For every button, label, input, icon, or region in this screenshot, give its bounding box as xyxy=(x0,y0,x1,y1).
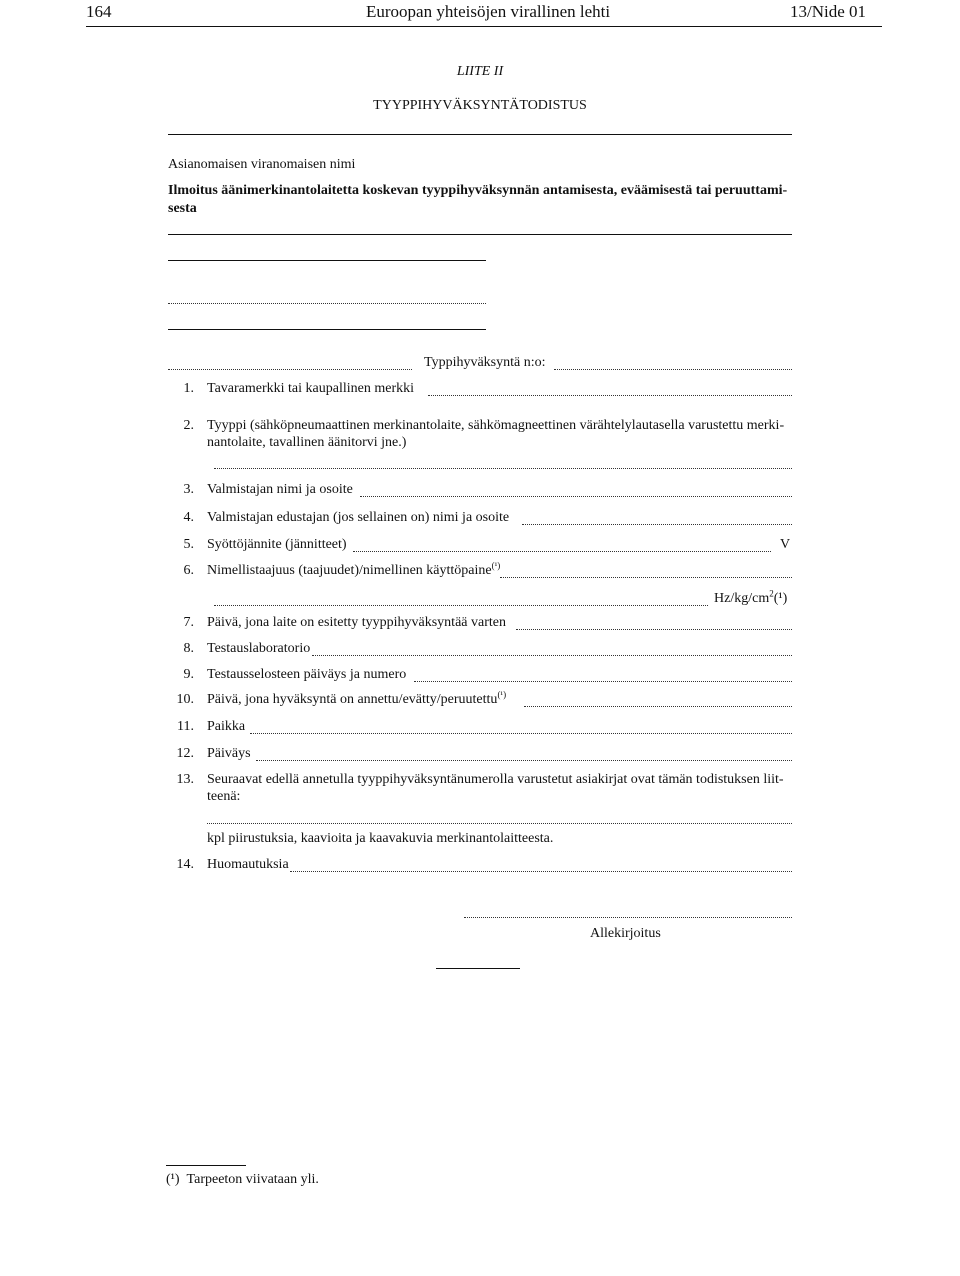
item-6-label xyxy=(207,560,501,579)
item-3-number: 3. xyxy=(183,482,194,497)
page-number: 164 xyxy=(86,2,112,21)
item-13-label-line-2: teenä: xyxy=(207,789,241,804)
annex-label: LIITE II xyxy=(456,64,504,79)
item-7-label: Päivä, jona laite on esitetty tyyppihyväksyntää varten xyxy=(207,615,506,630)
item-6-unit-prefix: Hz/kg/cm xyxy=(714,591,770,606)
item-10-label-text: Päivä, jona hyväksyntä on annettu/evätty/peruutettu xyxy=(207,692,498,707)
footnote-text: Tarpeeton viivataan yli. xyxy=(186,1172,319,1187)
item-5-unit: V xyxy=(780,537,791,552)
journal-title: Euroopan yhteisöjen virallinen lehti xyxy=(366,2,611,21)
item-4-number: 4. xyxy=(183,510,194,525)
item-13-field[interactable] xyxy=(207,823,792,824)
item-13-number: 13. xyxy=(176,772,194,787)
item-10-footnote-ref: (¹) xyxy=(497,689,507,700)
header-rule xyxy=(86,26,882,27)
item-3-field[interactable] xyxy=(360,496,792,497)
blank-rule-2 xyxy=(168,260,486,261)
item-11-label: Paikka xyxy=(207,719,246,734)
item-12-field[interactable] xyxy=(256,760,792,761)
item-12-label: Päiväys xyxy=(207,746,251,761)
signature-field[interactable] xyxy=(464,917,792,918)
item-10-number: 10. xyxy=(176,692,194,707)
item-4-label: Valmistajan edustajan (jos sellainen on) nimi ja osoite xyxy=(207,510,510,525)
approval-dots-right xyxy=(554,369,792,370)
item-8-label: Testauslaboratorio xyxy=(207,641,311,656)
document-title: TYYPPIHYVÄKSYNTÄTODISTUS xyxy=(373,98,587,113)
item-5-label: Syöttöjännite (jännitteet) xyxy=(207,537,347,552)
item-10-label xyxy=(207,689,507,708)
blank-rule-1 xyxy=(168,234,792,235)
item-14-field[interactable] xyxy=(290,871,792,872)
item-9-label: Testausselosteen päiväys ja numero xyxy=(207,667,407,682)
notice-line-1: Ilmoitus äänimerkinantolaitetta koskevan tyyppihyväksynnän antamisesta, eväämisestä tai peruuttami- xyxy=(168,183,788,198)
item-7-number: 7. xyxy=(183,615,194,630)
item-5-field[interactable] xyxy=(353,551,771,552)
item-13-label-line-1: Seuraavat edellä annetulla tyyppihyväksyntänumerolla varustetut asiakirjat ovat tämän todistuksen liit- xyxy=(207,772,784,787)
item-1-number: 1. xyxy=(183,381,194,396)
item-13-label-line-3: kpl piirustuksia, kaavioita ja kaavakuvia merkinantolaitteesta. xyxy=(207,831,554,846)
item-9-number: 9. xyxy=(183,667,194,682)
item-6-field-2[interactable] xyxy=(214,605,708,606)
approval-number-label: Typpihyväksyntä n:o: xyxy=(424,355,546,370)
item-7-field[interactable] xyxy=(516,629,792,630)
item-4-field[interactable] xyxy=(522,524,792,525)
item-9-field[interactable] xyxy=(414,681,792,682)
item-14-number: 14. xyxy=(176,857,194,872)
end-rule xyxy=(436,968,520,969)
item-6-field-1[interactable] xyxy=(500,577,792,578)
blank-rule-3 xyxy=(168,329,486,330)
authority-label: Asianomaisen viranomaisen nimi xyxy=(168,157,356,172)
item-5-number: 5. xyxy=(183,537,194,552)
item-6-footnote-ref: (¹) xyxy=(491,560,501,571)
dotted-line-1 xyxy=(168,303,486,304)
signature-label: Allekirjoitus xyxy=(590,926,661,941)
item-11-number: 11. xyxy=(177,719,194,734)
title-rule xyxy=(168,134,792,135)
item-1-field[interactable] xyxy=(428,395,792,396)
item-14-label: Huomautuksia xyxy=(207,857,289,872)
item-2-number: 2. xyxy=(183,418,194,433)
item-6-unit xyxy=(714,588,788,607)
item-6-unit-suffix: (¹) xyxy=(773,591,788,606)
item-11-field[interactable] xyxy=(250,733,792,734)
item-1-label: Tavaramerkki tai kaupallinen merkki xyxy=(207,381,414,396)
item-10-field[interactable] xyxy=(524,706,792,707)
item-8-field[interactable] xyxy=(312,655,792,656)
item-3-label: Valmistajan nimi ja osoite xyxy=(207,482,353,497)
footnote-mark: (¹) xyxy=(166,1172,180,1187)
footnote xyxy=(166,1172,319,1188)
notice-line-2: sesta xyxy=(168,201,197,216)
volume-label: 13/Nide 01 xyxy=(790,2,867,21)
item-6-number: 6. xyxy=(183,563,194,578)
item-2-field[interactable] xyxy=(214,468,792,469)
footnote-rule xyxy=(166,1165,246,1166)
item-2-label-line-1: Tyyppi (sähköpneumaattinen merkinantolaite, sähkömagneettinen värähtelylautasella varustettu merki- xyxy=(207,418,785,433)
item-6-unit-exp: 2 xyxy=(769,588,774,599)
item-8-number: 8. xyxy=(183,641,194,656)
approval-dots-left xyxy=(168,369,412,370)
item-2-label-line-2: nantolaite, tavallinen äänitorvi jne.) xyxy=(207,435,407,450)
item-12-number: 12. xyxy=(176,746,194,761)
item-6-label-text: Nimellistaajuus (taajuudet)/nimellinen käyttöpaine xyxy=(207,563,492,578)
